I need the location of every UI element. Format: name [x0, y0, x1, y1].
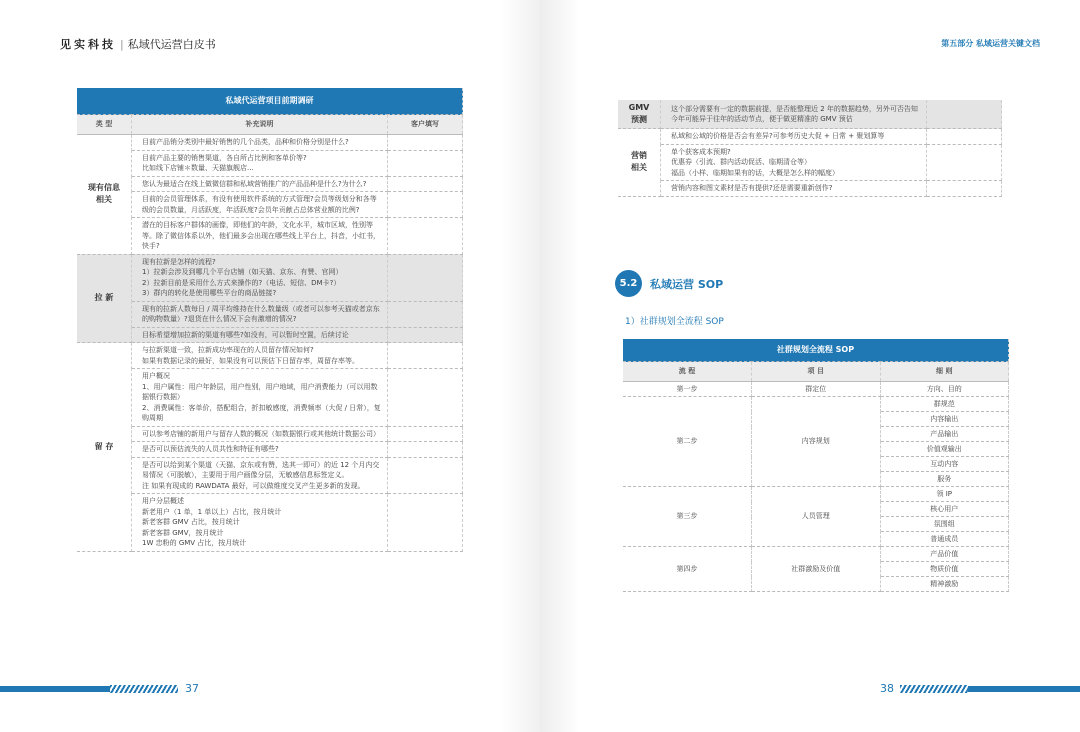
- description-cell: 目标希望增加拉新的渠道有哪些?如没有，可以暂时空置，后续讨论: [132, 327, 388, 343]
- sop-table-title: 社群规划全流程 SOP: [623, 339, 1009, 362]
- customer-fill-cell[interactable]: [388, 192, 463, 218]
- detail-cell: 氛围组: [880, 517, 1009, 532]
- detail-cell: 服务: [880, 472, 1009, 487]
- customer-fill-cell[interactable]: [388, 176, 463, 192]
- table-row: [77, 176, 463, 192]
- table-row: [77, 457, 463, 494]
- column-header: 类 型: [77, 115, 132, 135]
- survey-table-title: 私域代运营项目前期调研: [77, 88, 463, 115]
- table-row: [77, 301, 463, 327]
- section-header-label: 第五部分 私域运营关键文档: [941, 39, 1040, 48]
- category-cell: 留 存: [77, 343, 132, 552]
- table-row: [618, 129, 1002, 145]
- table-row: [77, 150, 463, 176]
- detail-cell: 产品价值: [880, 547, 1009, 562]
- table-row: [77, 254, 463, 301]
- section-number-badge: 5.2: [615, 270, 642, 297]
- description-cell: 营销内容和图文素材是否有提供?还是需要重新创作?: [661, 181, 927, 197]
- section-title: 私域运营 SOP: [650, 277, 724, 291]
- sop-table: [623, 339, 1009, 592]
- right-top-table: [618, 100, 1002, 197]
- footer-stripes-right: [900, 685, 968, 693]
- page-fold-shadow: [540, 0, 580, 732]
- survey-title-row: [77, 88, 463, 115]
- customer-fill-cell[interactable]: [388, 457, 463, 494]
- footer-bar-right: [968, 686, 1080, 692]
- table-row: [623, 547, 1009, 562]
- customer-fill-cell[interactable]: [388, 301, 463, 327]
- header-brand: 见实科技 | 私域代运营白皮书: [60, 38, 216, 51]
- table-row: [77, 192, 463, 218]
- detail-cell: 物质价值: [880, 562, 1009, 577]
- step-cell: 第二步: [623, 397, 752, 487]
- step-cell: 第三步: [623, 487, 752, 547]
- page-fold-shadow: [500, 0, 540, 732]
- category-cell: GMV 预测: [618, 100, 661, 129]
- description-cell: 与拉新渠道一致，拉新成功率现在的人员留存情况如何? 如果有数据记录的最好，如果没有可以预估下日留存率，周留存率等。: [132, 343, 388, 369]
- table-row: [77, 442, 463, 458]
- detail-cell: 价值观输出: [880, 442, 1009, 457]
- category-cell: 现有信息 相关: [77, 135, 132, 255]
- customer-fill-cell[interactable]: [927, 100, 1002, 129]
- detail-cell: 核心用户: [880, 502, 1009, 517]
- description-cell: 现有的拉新人数每日 / 周平均维持在什么数量级（或者可以参考天猫或者京东的购物数量）?退货在什么情况下会有激增的情况?: [132, 301, 388, 327]
- description-cell: 单个获客成本预期? 优惠券（引流、群内活动促活、临期清仓等） 福品（小样、临期如果有的话，大概是怎么样的幅度）: [661, 144, 927, 181]
- customer-fill-cell[interactable]: [388, 254, 463, 301]
- customer-fill-cell[interactable]: [388, 135, 463, 151]
- step-cell: 第四步: [623, 547, 752, 592]
- brand-logo: 见实科技: [60, 38, 116, 51]
- detail-cell: 方向、目的: [880, 382, 1009, 397]
- customer-fill-cell[interactable]: [927, 129, 1002, 145]
- step-cell: 第一步: [623, 382, 752, 397]
- page-number-right: 38: [880, 682, 894, 695]
- column-header: 细 则: [880, 362, 1009, 382]
- survey-header-row: [77, 115, 463, 135]
- description-cell: 现有拉新是怎样的流程? 1）拉新会涉及到哪几个平台店铺（如天猫、京东、有赞、官网） 2）拉新目前是采用什么方式来操作的?（电话、短信、DM卡?） 3）群内的转化是使用哪些平台的商品链接?: [132, 254, 388, 301]
- category-cell: 营销 相关: [618, 129, 661, 197]
- description-cell: 潜在的目标客户群体的画像，即他们的年龄，文化水平，城市区域，性别等等。除了微信体系以外，他们最多会出现在哪些线上平台上，抖音，小红书，快手?: [132, 218, 388, 255]
- table-row: [623, 382, 1009, 397]
- table-row: [618, 144, 1002, 181]
- item-cell: 社群激励及价值: [752, 547, 881, 592]
- item-cell: 人员管理: [752, 487, 881, 547]
- doc-title: 私域代运营白皮书: [127, 38, 216, 51]
- table-row: [618, 181, 1002, 197]
- description-cell: 您认为最适合在线上做微信群和私域营销推广的产品品种是什么?为什么?: [132, 176, 388, 192]
- page-number-left: 37: [185, 682, 199, 695]
- column-header: 流 程: [623, 362, 752, 382]
- customer-fill-cell[interactable]: [388, 494, 463, 552]
- detail-cell: 产品输出: [880, 427, 1009, 442]
- table-row: [77, 369, 463, 427]
- description-cell: 私域和公域的价格是否会有差异?可参考历史大促 + 日常 + 聚划算等: [661, 129, 927, 145]
- customer-fill-cell[interactable]: [388, 369, 463, 427]
- column-header: 项 目: [752, 362, 881, 382]
- customer-fill-cell[interactable]: [388, 327, 463, 343]
- table-row: [77, 494, 463, 552]
- table-row: [623, 397, 1009, 412]
- footer-bar-left: [0, 686, 110, 692]
- sop-title-row: [623, 339, 1009, 362]
- description-cell: 目前产品主要的销售渠道，各自所占比例和客单价等? 比如线下店铺＊数量、天猫旗舰店...: [132, 150, 388, 176]
- column-header: 客户填写: [388, 115, 463, 135]
- detail-cell: 普通成员: [880, 532, 1009, 547]
- detail-cell: 领 IP: [880, 487, 1009, 502]
- category-cell: 拉 新: [77, 254, 132, 343]
- table-row: [77, 218, 463, 255]
- description-cell: 用户概况 1、用户属性：用户年龄层，用户性别，用户地域，用户消费能力（可以用数据银行数据） 2、消费属性：客单价，搭配组合，折扣敏感度，消费频率（大促 / 日常），复购周期: [132, 369, 388, 427]
- detail-cell: 群规范: [880, 397, 1009, 412]
- section-heading: [615, 270, 723, 297]
- subsection-title: 1）社群规划全流程 SOP: [625, 317, 724, 327]
- survey-table: [77, 88, 463, 552]
- customer-fill-cell[interactable]: [388, 150, 463, 176]
- table-row: [77, 343, 463, 369]
- description-cell: 这个部分需要有一定的数据前提，是否能整理近 2 年的数据趋势，另外可否告知今年可能异于往年的活动节点，便于做更精准的 GMV 预估: [661, 100, 927, 129]
- table-row: [77, 327, 463, 343]
- description-cell: 可以参考店铺的新用户与留存人数的概况（如数据银行或其他统计数据公司）: [132, 426, 388, 442]
- detail-cell: 内容输出: [880, 412, 1009, 427]
- table-row: [623, 487, 1009, 502]
- column-header: 补充说明: [132, 115, 388, 135]
- sop-header-row: [623, 362, 1009, 382]
- table-row: [77, 135, 463, 151]
- table-row: [77, 426, 463, 442]
- customer-fill-cell[interactable]: [388, 343, 463, 369]
- item-cell: 群定位: [752, 382, 881, 397]
- footer-stripes-left: [110, 685, 178, 693]
- table-row: [618, 100, 1002, 129]
- customer-fill-cell[interactable]: [388, 442, 463, 458]
- description-cell: 目前产品销分类别中最好销售的几个品类，品种和价格分别是什么?: [132, 135, 388, 151]
- customer-fill-cell[interactable]: [388, 426, 463, 442]
- customer-fill-cell[interactable]: [388, 218, 463, 255]
- detail-cell: 精神激励: [880, 577, 1009, 592]
- detail-cell: 互动内容: [880, 457, 1009, 472]
- description-cell: 目前的会员管理体系，有没有使用软件系统的方式管理?会员等级划分和各等级的会员数量，月活跃度，年活跃度?会员年贡献占总体营业额的比例?: [132, 192, 388, 218]
- customer-fill-cell[interactable]: [927, 181, 1002, 197]
- description-cell: 用户分层概述 新老用户（1 单，1 单以上）占比，按月统计 新老客群 GMV 占比，按月统计 新老客群 GMV，按月统计 1W 忠粉的 GMV 占比，按月统计: [132, 494, 388, 552]
- description-cell: 是否可以预估流失的人员共性和特征有哪些?: [132, 442, 388, 458]
- customer-fill-cell[interactable]: [927, 144, 1002, 181]
- description-cell: 是否可以给到某个渠道（天猫、京东或有赞，选其一即可）的近 12 个月内交易情况（可脱敏），主要用于用户画像分层，无敏感信息标签定义。 注 如果有现成的 RAWDATA 最好，可以做维度交叉产生更多新的发现。: [132, 457, 388, 494]
- item-cell: 内容规划: [752, 397, 881, 487]
